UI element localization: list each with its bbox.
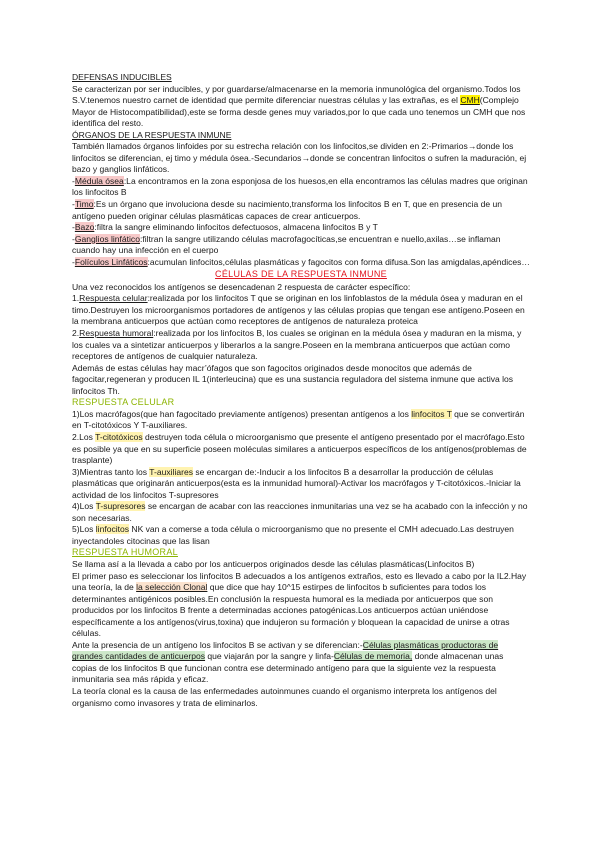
paragraph-respuesta-celular: [72, 293, 530, 328]
term-t-citotoxicos: T-citotóxicos: [95, 431, 143, 442]
text-run: 1.: [72, 293, 80, 304]
term-celulas-plasmaticas: Células plasmáticas productoras de grandes cantidades de anticuerpos: [72, 639, 499, 662]
list-item-foliculos: -Folículos Linfáticos:acumulan linfocitos,células plasmáticas y fagocitos con forma difusa.Son las amigdalas,apéndices…: [72, 256, 530, 267]
text-run: 2.: [72, 328, 80, 339]
paragraph-humoral-4: La teoría clonal es la causa de las enfermedades autoinmunes cuando el organismo interpreta los antígenos del organismo como invasores y trata de eliminarlos.: [72, 685, 497, 708]
text-run: El primer paso es seleccionar los linfocitos B adecuados a los antígenos extraños, esto es llevado a cabo por la IL2.Hay una teoría, la de: [72, 570, 527, 593]
paragraph-defensas: [72, 84, 530, 130]
text-run: 4)Los: [72, 501, 96, 512]
term-timo: Timo: [74, 199, 94, 210]
list-item-timo: -Timo:Es un órgano que involuciona desde su nacimiento,transforma los linfocitos B en T, que en presencia de un antígeno pueden originar células plasmáticas capaces de crear anticuerpos.: [72, 199, 502, 221]
text-run: que viajarán por la sangre y linfa-: [205, 651, 334, 662]
paragraph-respuesta-humoral: [72, 328, 530, 363]
section-title-celular: RESPUESTA CELULAR: [72, 397, 175, 408]
term-medula: Médula ósea: [74, 175, 124, 186]
text-run: :filtra la sangre eliminando linfocitos defectuosos, almacena linfocitos B y T: [94, 222, 378, 233]
term-celulas-memoria: Células de memoria,: [333, 651, 413, 662]
text-run: :Es un órgano que involuciona desde su nacimiento,transforma los linfocitos B en T, que en presencia de un antígeno pueden originar células plasmáticas capaces de crear anticuerpos.: [72, 199, 502, 221]
list-item-medula: -Médula ósea:La encontramos en la zona esponjosa de los huesos,en ella encontramos las células madres que originan los linfocitos B: [72, 175, 528, 198]
text-run: 2.Los: [72, 431, 96, 442]
document-page: [72, 72, 530, 709]
term-ganglios: Ganglios linfático: [74, 233, 140, 244]
paragraph-organos-intro: También llamados órganos linfoides por su estrecha relación con los linfocitos,se dividen en 2:-Primarios→donde los linfocitos se diferencian, ej timo y médula ósea.-Secundarios→donde se concentran linfocitos o sufren la maduración, ej bazo y ganglios linfáticos.: [72, 141, 527, 175]
text-run: se encargan de:-Inducir a los linfocitos B a desarrollar la producción de células plasmáticas que originarán anticuerpos(esta es la inmunidad humoral)-Activar los macrófagos y T-citotóxicos.-Iniciar la actividad de los linfocitos T-supresores: [72, 466, 521, 500]
paragraph-celular-5: [72, 524, 530, 547]
term-respuesta-celular: Respuesta celular: [79, 293, 148, 304]
text-run: :filtran la sangre utilizando células macrofagocíticas,se encuentran e nuello,axilas…se inflaman cuando hay una infección en el cuerpo: [72, 233, 501, 256]
text-run: :acumulan linfocitos,células plasmáticas y fagocitos con forma difusa.Son las amigdalas,apéndices…: [147, 256, 530, 267]
term-t-auxiliares: T-auxiliares: [149, 466, 193, 477]
text-run: que dice que hay 10^15 estirpes de linfocitos b suficientes para todos los determinantes antigénicos posibles.En conclusión la respuesta humoral es la mediada por anticuerpos que son producidos por los linfocitos B frente a determinadas acciones patogénicas.Los anticuerpos actúan uniéndose específicamente a los antígenos(virus,toxina) que indujeron su formación y bloquean la capacidad de unirse a otras células.: [72, 582, 510, 639]
text-run: se encargan de acabar con las reacciones inmunitarias una vez se ha acabado con la infección y no son necesarias.: [72, 501, 528, 523]
text-run: NK van a comerse a toda célula o microorganismo que no presente el CMH adecuado.Las destruyen inyectandoles citocinas que las lisan: [72, 524, 514, 546]
text-run: 5)Los: [72, 524, 96, 535]
list-item-bazo: -Bazo:filtra la sangre eliminando linfocitos defectuosos, almacena linfocitos B y T: [72, 222, 378, 233]
term-linfocitos-nk: linfocitos: [95, 524, 130, 535]
text-run: :realizada por los linfocitos T que se originan en los linfoblastos de la médula ósea y maduran en el timo.Destruyen los microorganismos portadores de antígenos y las células propias que tengan ese antígeno.Poseen en la membrana anticuerpos que actúan como receptores de antígenos de naturaleza proteica: [72, 293, 525, 327]
text-run: destruyen toda célula o microorganismo que presente el antígeno presentado por el macrófago.Esto es posible ya que en su superficie poseen moléculas similares a anticuerpos específicos de los antígenos(problemas de trasplante): [72, 431, 527, 466]
paragraph-celulas-intro: Una vez reconocidos los antígenos se desencadenan 2 respuesta de carácter específico:: [72, 281, 411, 292]
text-run: donde almacenan unas copias de los linfocitos B que funcionan contra ese determinado antígeno para que la siguiente vez la respuesta inmunitaria sea más rápida y eficaz.: [72, 651, 504, 685]
term-foliculos: Folículos Linfáticos: [74, 256, 148, 267]
paragraph-celular-3: [72, 467, 530, 502]
term-t-supresores: T-supresores: [95, 501, 146, 512]
term-linfocitos-t: linfocitos T: [411, 408, 452, 419]
section-title-celulas: CÉLULAS DE LA RESPUESTA INMUNE: [215, 269, 387, 280]
term-bazo: Bazo: [74, 222, 95, 233]
paragraph-celular-4: [72, 501, 530, 524]
term-respuesta-humoral: Respuesta humoral: [79, 328, 154, 339]
paragraph-humoral-2: [72, 571, 530, 640]
term-cmh: CMH: [460, 95, 480, 106]
paragraph-celular-2: [72, 432, 530, 467]
text-run: (Complejo Mayor de Histocompatibilidad),este se forma desde genes muy variados,por lo que cada uno tenemos un CMH que nos identifica del resto.: [72, 95, 526, 129]
paragraph-humoral-1: Se llama así a la llevada a cabo por los anticuerpos originados desde las células plasmáticas(Linfocitos B): [72, 558, 475, 569]
section-title-defensas: DEFENSAS INDUCIBLES: [72, 72, 172, 82]
text-run: que se convertirán en T-citotóxicos Y T-auxiliares.: [72, 408, 525, 431]
text-run: Ante la presencia de un antígeno los linfocitos B se activan y se diferencian:-: [72, 639, 363, 650]
text-run: 1)Los macrófagos(que han fagocitado previamente antígenos) presentan antígenos a los: [72, 408, 412, 419]
text-run: Se caracterizan por ser inducibles, y por guardarse/almacenarse en la memoria inmunológica del organismo.Todos los S.V.tenemos nuestro carnet de identidad que permite diferenciar nuestras células y las extrañas, es el: [72, 83, 521, 106]
term-seleccion-clonal: la selección Clonal: [136, 582, 208, 593]
section-title-organos: ÓRGANOS DE LA RESPUESTA INMUNE: [72, 129, 232, 140]
text-run: 3)Mientras tanto los: [72, 466, 150, 477]
section-title-humoral: RESPUESTA HUMORAL: [72, 547, 178, 558]
list-item-ganglios: -Ganglios linfático:filtran la sangre utilizando células macrofagocíticas,se encuentran e nuello,axilas…se inflaman cuando hay una infección en el cuerpo: [72, 233, 501, 256]
paragraph-ademas: Además de estas células hay macr’ófagos que son fagocitos originados desde monocitos que además de fagocitar,regeneran y producen IL 1(interleucina) que es una sustancia reguladora del sistema inmune que activa los linfocitos Th.: [72, 362, 514, 396]
paragraph-celular-1: [72, 409, 530, 432]
paragraph-humoral-3: [72, 640, 530, 686]
text-run: :La encontramos en la zona esponjosa de los huesos,en ella encontramos las células madres que originan los linfocitos B: [72, 175, 528, 198]
text-run: :realizada por los linfocitos B, los cuales se originan en la médula ósea y maduran en la misma, y los cuales va a sintetizar anticuerpos y liberarlos a la sangre.Poseen en la membrana anticuerpos que actúan como receptores de antígenos de cualquier naturaleza.: [72, 328, 522, 362]
